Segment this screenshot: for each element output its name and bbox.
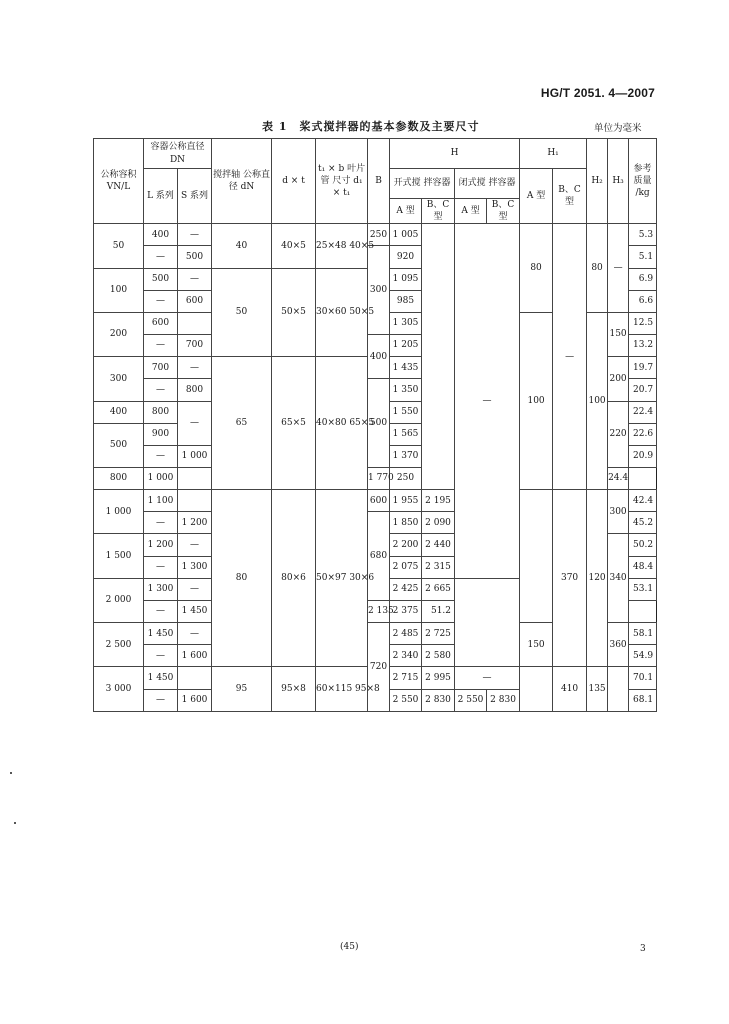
blade-cell: 50×97 30×6 <box>316 490 368 667</box>
h2-cell: 135 <box>587 667 608 712</box>
standard-code: HG/T 2051. 4—2007 <box>540 86 655 100</box>
l-series-cell: 1 450 <box>144 623 178 645</box>
header-closed-vessel: 闭式搅 拌容器 <box>455 169 520 199</box>
mass-cell: 22.6 <box>629 423 657 445</box>
h-closed-a-cell: 2 550 <box>455 689 487 711</box>
h-open-bc-cell: 2 830 <box>422 689 455 711</box>
mass-cell: 51.2 <box>422 600 455 622</box>
l-series-cell: — <box>144 379 178 401</box>
h-open-bc-cell: 2 580 <box>422 645 455 667</box>
l-series-cell: — <box>144 246 178 268</box>
blade-cell: 60×115 95×8 <box>316 667 368 712</box>
b-cell: 600 <box>368 490 390 512</box>
b-cell: 680 <box>368 512 390 601</box>
unit-note: 单位为毫米 <box>594 123 642 134</box>
b-cell: 720 <box>368 623 390 712</box>
h-open-a-cell: 1 370 <box>390 445 422 467</box>
mass-cell: 50.2 <box>629 534 657 556</box>
mass-cell: 13.2 <box>629 335 657 357</box>
s-series-cell: 700 <box>178 335 212 357</box>
s-series-cell: 600 <box>178 290 212 312</box>
header-blade-size: t₁ × b 叶片管 尺寸 d₁ × t₁ <box>316 139 368 224</box>
l-series-cell: — <box>144 600 178 622</box>
b-cell: 500 <box>368 379 390 468</box>
l-series-cell: — <box>144 290 178 312</box>
h-open-a-cell: 2 340 <box>390 645 422 667</box>
h-closed-cell <box>455 578 520 667</box>
dxt-cell: 40×5 <box>272 224 316 268</box>
mass-cell: 54.9 <box>629 645 657 667</box>
l-series-cell: 1 200 <box>144 534 178 556</box>
h-open-bc-cell: 2 315 <box>422 556 455 578</box>
header-l-series: L 系列 <box>144 169 178 224</box>
mass-cell: 6.9 <box>629 268 657 290</box>
capacity-cell: 1 000 <box>94 490 144 534</box>
header-mass: 参考 质量 /kg <box>629 139 657 224</box>
s-series-cell: 1 000 <box>178 445 212 467</box>
h1-a-cell: 150 <box>520 623 553 667</box>
h1-a-cell: 100 <box>520 312 553 489</box>
mass-cell: 53.1 <box>629 578 657 600</box>
h-open-a-cell: 1 435 <box>390 357 422 379</box>
h-closed-cell: — <box>455 224 520 579</box>
l-series-cell: 1 100 <box>144 490 178 512</box>
shaft-cell: 50 <box>212 268 272 357</box>
mass-cell: 22.4 <box>629 401 657 423</box>
header-h1-bc: B、C 型 <box>553 169 587 224</box>
h-open-bc-cell <box>422 224 455 490</box>
h-open-a-cell: 1 565 <box>390 423 422 445</box>
l-series-cell: 700 <box>144 357 178 379</box>
l-series-cell: — <box>144 445 178 467</box>
s-series-cell: — <box>178 401 212 445</box>
mass-cell: 42.4 <box>629 490 657 512</box>
header-open-bc: B、C 型 <box>422 199 455 224</box>
s-series-cell: 800 <box>178 379 212 401</box>
s-series-cell: 1 450 <box>178 600 212 622</box>
header-s-series: S 系列 <box>178 169 212 224</box>
h1-a-cell: 80 <box>520 224 553 313</box>
l-series-cell: — <box>144 645 178 667</box>
header-h3: H₃ <box>608 139 629 224</box>
table-title: 表 1 桨式搅拌器的基本参数及主要尺寸 <box>262 120 480 133</box>
h-open-bc-cell: 2 440 <box>422 534 455 556</box>
h3-cell: 250 <box>390 468 422 490</box>
s-series-cell: — <box>178 623 212 645</box>
header-vessel-dn: 容器公称直径 DN <box>144 139 212 169</box>
h1-bc-cell: 410 <box>553 667 587 712</box>
s-series-cell: — <box>178 268 212 290</box>
mass-cell: 70.1 <box>629 667 657 689</box>
l-series-cell: — <box>144 512 178 534</box>
mass-cell: 20.9 <box>629 445 657 467</box>
capacity-cell: 2 000 <box>94 578 144 622</box>
mass-cell: 5.3 <box>629 224 657 246</box>
capacity-cell: 800 <box>94 468 144 490</box>
l-series-cell: 1 000 <box>144 468 178 490</box>
h-open-a-cell: 1 850 <box>390 512 422 534</box>
capacity-cell: 400 <box>94 401 144 423</box>
s-series-cell <box>178 468 212 490</box>
shaft-cell: 80 <box>212 490 272 667</box>
h1-bc-cell: — <box>553 224 587 490</box>
h-open-a-cell: 2 485 <box>390 623 422 645</box>
scan-speck <box>14 822 16 824</box>
header-h: H <box>390 139 520 169</box>
h-open-bc-cell: 2 995 <box>422 667 455 689</box>
h2-cell: 100 <box>587 312 608 489</box>
h-open-a-cell: 2 135 <box>368 600 390 622</box>
h-open-bc-cell: 2 725 <box>422 623 455 645</box>
b-cell: 400 <box>368 335 390 379</box>
l-series-cell: 400 <box>144 224 178 246</box>
mass-cell: 20.7 <box>629 379 657 401</box>
capacity-cell: 3 000 <box>94 667 144 712</box>
h1-a-cell <box>520 490 553 623</box>
s-series-cell: 1 200 <box>178 512 212 534</box>
dxt-cell: 65×5 <box>272 357 316 490</box>
mass-cell: 58.1 <box>629 623 657 645</box>
h3-cell: 220 <box>608 401 629 467</box>
l-series-cell: 600 <box>144 312 178 334</box>
shaft-cell: 65 <box>212 357 272 490</box>
h-open-a-cell: 2 075 <box>390 556 422 578</box>
s-series-cell: — <box>178 224 212 246</box>
h-open-a-cell: 1 095 <box>390 268 422 290</box>
s-series-cell <box>178 490 212 512</box>
capacity-cell: 2 500 <box>94 623 144 667</box>
h-open-bc-cell: 2 375 <box>390 600 422 622</box>
s-series-cell <box>178 667 212 689</box>
mass-cell: 48.4 <box>629 556 657 578</box>
h3-cell: 300 <box>608 490 629 534</box>
header-h1-a: A 型 <box>520 169 553 224</box>
s-series-cell <box>178 312 212 334</box>
l-series-cell: 800 <box>144 401 178 423</box>
h-open-a-cell: 2 550 <box>390 689 422 711</box>
mass-cell: 45.2 <box>629 512 657 534</box>
capacity-cell: 100 <box>94 268 144 312</box>
l-series-cell: — <box>144 556 178 578</box>
l-series-cell: 500 <box>144 268 178 290</box>
scan-speck <box>10 772 12 774</box>
header-h1: H₁ <box>520 139 587 169</box>
h3-cell: — <box>608 224 629 313</box>
header-closed-a: A 型 <box>455 199 487 224</box>
s-series-cell: 1 600 <box>178 689 212 711</box>
h-open-a-cell: 1 550 <box>390 401 422 423</box>
blade-cell: 30×60 50×5 <box>316 268 368 357</box>
h-open-bc-cell: 2 195 <box>422 490 455 512</box>
capacity-cell: 500 <box>94 423 144 467</box>
l-series-cell: 1 450 <box>144 667 178 689</box>
h-open-a-cell: 2 425 <box>390 578 422 600</box>
shaft-cell: 40 <box>212 224 272 268</box>
header-capacity: 公称容积 VN/L <box>94 139 144 224</box>
h-open-a-cell: 1 005 <box>390 224 422 246</box>
s-series-cell: — <box>178 357 212 379</box>
h-open-a-cell: 2 715 <box>390 667 422 689</box>
h-open-a-cell: 1 955 <box>390 490 422 512</box>
dxt-cell: 80×6 <box>272 490 316 667</box>
capacity-cell: 300 <box>94 357 144 401</box>
h-closed-bc-cell: 2 830 <box>487 689 520 711</box>
h-closed-cell: — <box>455 667 520 689</box>
b-cell: 250 <box>368 224 390 246</box>
page-number: (45) <box>340 942 359 952</box>
h3-cell: 340 <box>608 534 629 623</box>
shaft-cell: 95 <box>212 667 272 712</box>
l-series-cell: — <box>144 689 178 711</box>
l-series-cell: — <box>144 335 178 357</box>
h-open-a-cell: 1 350 <box>390 379 422 401</box>
mass-cell: 6.6 <box>629 290 657 312</box>
blade-cell: 25×48 40×5 <box>316 224 368 268</box>
mass-cell: 12.5 <box>629 312 657 334</box>
s-series-cell: 500 <box>178 246 212 268</box>
mass-cell: 24.4 <box>608 468 629 490</box>
h3-cell: 200 <box>608 357 629 401</box>
mass-cell: 19.7 <box>629 357 657 379</box>
s-series-cell: 1 600 <box>178 645 212 667</box>
h-open-a-cell: 920 <box>390 246 422 268</box>
h-open-a-cell: 985 <box>390 290 422 312</box>
h2-cell: 120 <box>587 490 608 667</box>
h-open-a-cell: 2 200 <box>390 534 422 556</box>
header-d-t: d × t <box>272 139 316 224</box>
h-open-a-cell: 1 305 <box>390 312 422 334</box>
header-h2: H₂ <box>587 139 608 224</box>
h3-cell: 360 <box>608 623 629 667</box>
h3-cell <box>608 667 629 712</box>
h3-cell: 150 <box>608 312 629 356</box>
dxt-cell: 50×5 <box>272 268 316 357</box>
mass-cell: 5.1 <box>629 246 657 268</box>
h-open-bc-cell: 2 665 <box>422 578 455 600</box>
h-open-bc-cell: 2 090 <box>422 512 455 534</box>
blade-cell: 40×80 65×5 <box>316 357 368 490</box>
b-cell: 300 <box>368 246 390 335</box>
h1-bc-cell: 370 <box>553 490 587 667</box>
header-closed-bc: B、C 型 <box>487 199 520 224</box>
s-series-cell: — <box>178 534 212 556</box>
h-open-a-cell: 1 205 <box>390 335 422 357</box>
s-series-cell: 1 300 <box>178 556 212 578</box>
mass-cell: 68.1 <box>629 689 657 711</box>
dxt-cell: 95×8 <box>272 667 316 712</box>
h2-cell: 80 <box>587 224 608 313</box>
h1-a-cell <box>520 667 553 712</box>
l-series-cell: 900 <box>144 423 178 445</box>
s-series-cell: — <box>178 578 212 600</box>
header-shaft-diameter: 搅拌轴 公称直径 dN <box>212 139 272 224</box>
capacity-cell: 200 <box>94 312 144 356</box>
header-open-vessel: 开式搅 拌容器 <box>390 169 455 199</box>
header-open-a: A 型 <box>390 199 422 224</box>
page-number-right: 3 <box>640 944 646 954</box>
l-series-cell: 1 300 <box>144 578 178 600</box>
h-open-a-cell: 1 770 <box>368 468 390 490</box>
parameter-table <box>93 138 656 712</box>
capacity-cell: 50 <box>94 224 144 268</box>
header-b: B <box>368 139 390 224</box>
capacity-cell: 1 500 <box>94 534 144 578</box>
